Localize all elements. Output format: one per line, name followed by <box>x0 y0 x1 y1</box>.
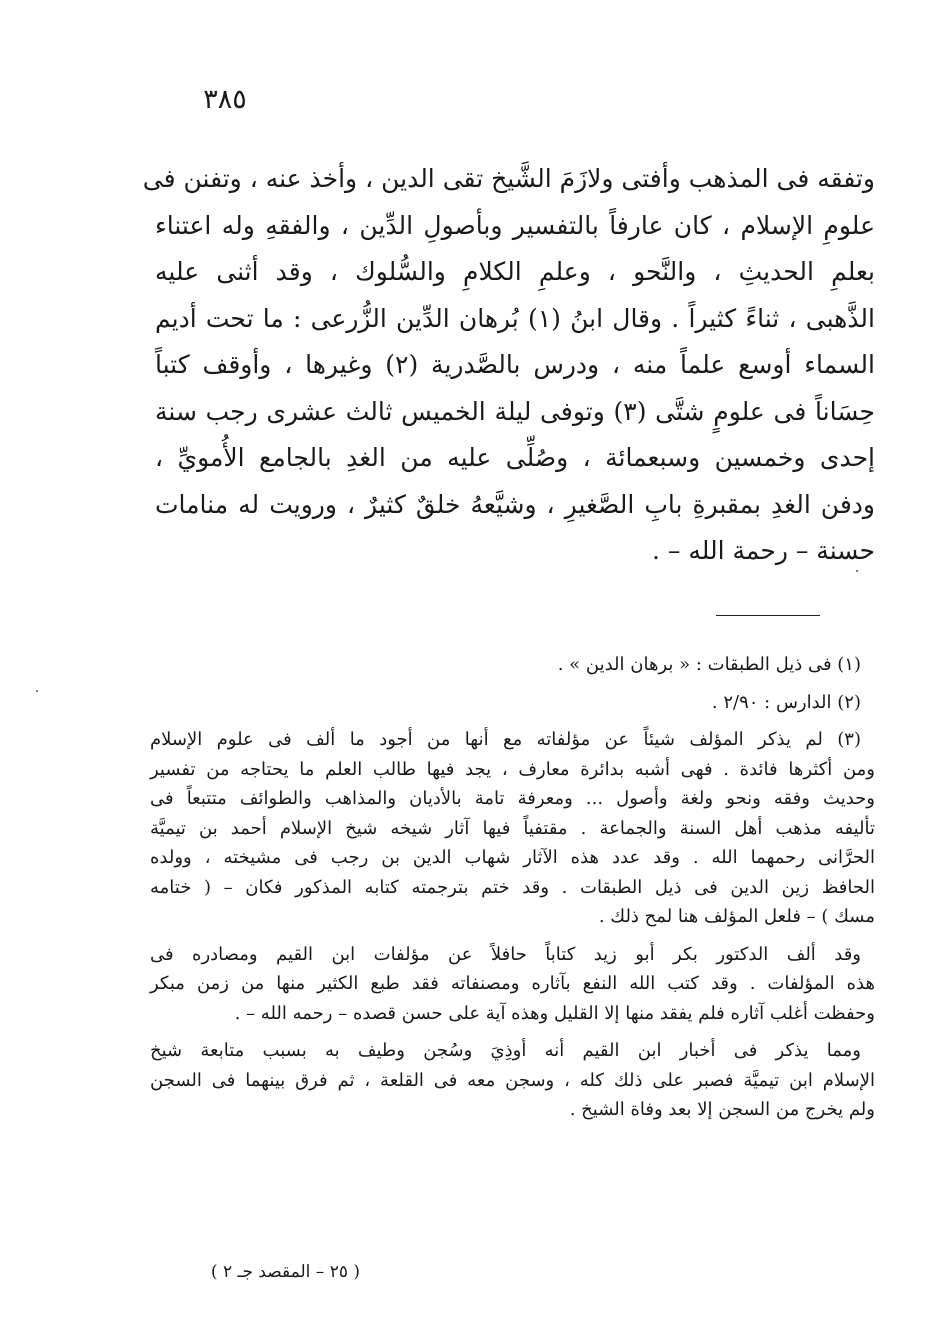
footnote-3-paragraph-3 <box>150 1036 875 1125</box>
footnote-line: وحفظت أغلب آثاره فلم يفقد منها إلا القليل وهذه آية على حسن قصده – رحمه الله – . <box>234 1002 875 1024</box>
footnote-line: هذه المؤلفات . وقد كتب الله النفع بآثاره ومصنفاته فقد طبع الكثير منها من زمن مبكر <box>150 973 875 994</box>
footnote-1 <box>150 650 875 680</box>
footnote-line: الحرَّانى رحمهما الله . وقد عدد هذه الآثار شهاب الدين بن رجب فى مشيخته ، وولده <box>150 847 875 868</box>
footnote-2 <box>150 688 875 718</box>
footnote-line: مسك ) – فلعل المؤلف هنا لمح ذلك . <box>598 906 875 927</box>
footnote-line: (٢) الدارس : ٢/٩٠ . <box>711 691 861 713</box>
footnote-3-paragraph-2 <box>150 940 875 1029</box>
footnote-line: ولم يخرج من السجن إلا بعد وفاة الشيخ . <box>569 1099 875 1120</box>
main-text-line: بعلمِ الحديثِ ، والنَّحو ، وعلمِ الكلامِ والسُّلوك ، وقد أثنى عليه <box>155 257 875 286</box>
footnote-line: وحديث وفقه ونحو ولغة وأصول ... ومعرفة تامة بالأديان والمذاهب والطوائف متتبعاً فى <box>150 788 875 809</box>
main-text-line: علومِ الإسلام ، كان عارفاً بالتفسير وبأصولِ الدِّين ، والفقهِ وله اعتناء <box>155 210 875 240</box>
footnote-3 <box>150 725 875 932</box>
footnote-line: الحافظ زين الدين فى ذيل الطبقات . وقد ختم بترجمته كتابه المذكور فكان – ( ختامه <box>150 876 875 898</box>
footnote-line: وقد ألف الدكتور بكر أبو زيد كتاباً حافلاً عن مؤلفات ابن القيم ومصادره فى <box>150 943 861 965</box>
main-text-line: حسنة – رحمة الله – . <box>651 536 875 565</box>
main-text-line: حِسَاناً فى علومٍ شتَّى (٣) وتوفى ليلة الخميس ثالث عشرى رجب سنة <box>155 396 875 426</box>
footnote-line: تأليفه مذهب أهل السنة والجماعة . مقتفياً فيها آثار شيخه شيخ الإسلام أحمد بن تيميَّة <box>150 817 875 839</box>
footnote-divider <box>716 615 820 616</box>
main-text-line: ودفن الغدِ بمقبرةِ بابِ الصَّغيرِ ، وشيَّعهُ خلقٌ كثيرٌ ، ورويت له منامات <box>155 489 875 519</box>
main-text-line: الذَّهبى ، ثناءً كثيراً . وقال ابنُ (١) بُرهان الدِّين الزُّرعى : ما تحت أديم <box>155 303 875 333</box>
footnote-line: ومن أكثرها فائدة . فهى أشبه بدائرة معارف ، يجد فيها طالب العلم ما يحتاجه من تفسير <box>150 758 875 780</box>
footnote-line: (١) فى ذيل الطبقات : « برهان الدين » . <box>557 654 861 675</box>
main-text-line: وتفقه فى المذهب وأفتى ولازَمَ الشَّيخ تقى الدين ، وأخذ عنه ، وتفنن فى <box>142 164 875 193</box>
main-text <box>142 156 875 575</box>
footnote-line: الإسلام ابن تيميَّة فصبر على ذلك كله ، وسجن معه فى القلعة ، ثم فرق بينهما فى السجن <box>150 1069 875 1091</box>
footnote-line: (٣) لم يذكر المؤلف شيئاً عن مؤلفاته مع أنها من أجود ما ألف فى علوم الإسلام <box>150 729 861 750</box>
printer-signature: ( ٢٥ – المقصد جـ ٢ ) <box>210 1262 360 1282</box>
scan-speck <box>856 570 858 572</box>
scan-speck <box>36 690 38 692</box>
main-text-line: السماء أوسع علماً منه ، ودرس بالصَّدرية (٢) وغيرها ، وأوقف كتباً <box>155 350 875 379</box>
main-text-line: إحدى وخمسين وسبعمائة ، وصُلِّى عليه من الغدِ بالجامع الأُمويِّ ، <box>155 443 875 472</box>
footnotes <box>150 650 875 1133</box>
page-number: ٣٨٥ <box>203 84 247 115</box>
footnote-line: ومما يذكر فى أخبار ابن القيم أنه أوذِيَ وسُجن وطيف به بسبب متابعة شيخ <box>150 1040 861 1061</box>
